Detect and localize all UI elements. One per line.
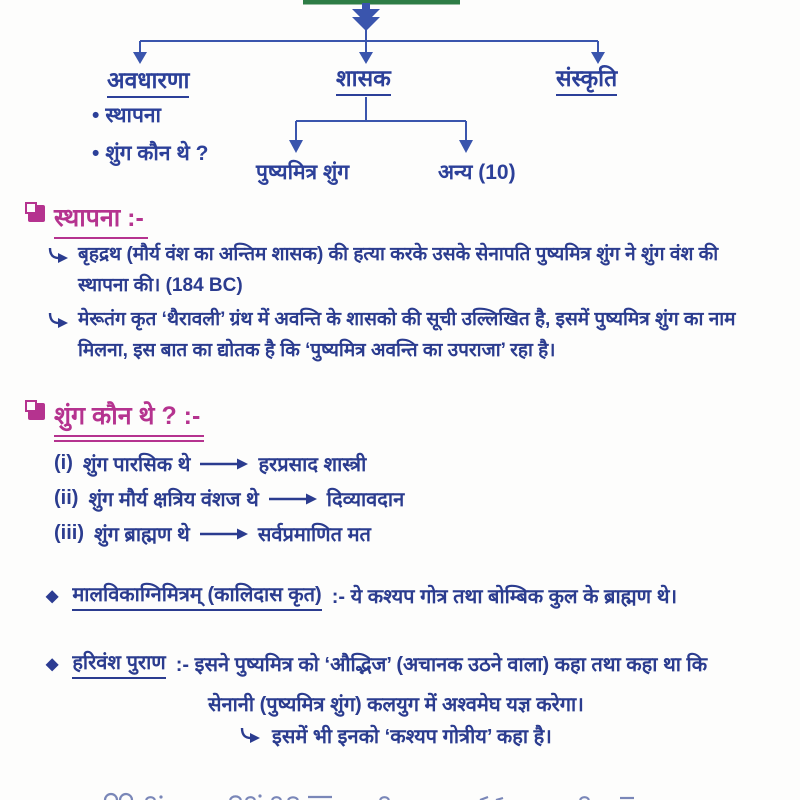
harivansh-line3 — [238, 722, 552, 749]
theory-source: हरप्रसाद शास्त्री — [258, 454, 367, 476]
theory-row — [54, 450, 366, 477]
leaf-pushyamitra: पुष्यमित्र शुंग — [256, 161, 350, 184]
hook-arrow-icon — [46, 247, 70, 264]
theory-row — [54, 520, 371, 547]
long-arrow-icon — [269, 493, 317, 505]
theory-row — [54, 485, 404, 512]
root-arrow-icon — [352, 3, 380, 31]
harivansh-title: हरिवंश पुराण — [72, 648, 165, 679]
theory-claim: शुंग पारसिक थे — [82, 454, 191, 476]
avdharna-subitem-label: शुंग कौन थे ? — [105, 142, 209, 165]
bullet-icon: • — [92, 104, 100, 127]
avdharna-subitem — [92, 101, 161, 129]
bullet-icon: • — [92, 142, 100, 165]
section-sthapna-header — [28, 200, 148, 239]
clipped-line-fragment — [60, 786, 760, 800]
sthapna-point-text: बृहद्रथ (मौर्य वंश का अन्तिम शासक) की हत्या करके उसके सेनापति पुष्यमित्र शुंग ने शुंग वंश की स्थापना की। (184 BC) — [78, 244, 719, 296]
avdharna-subitem-label: स्थापना — [105, 104, 161, 127]
harivansh-line1 — [46, 648, 707, 679]
cube-bullet-icon — [28, 205, 45, 222]
harivansh-line2: सेनानी (पुष्यमित्र शुंग) कलयुग में अश्वमेघ यज्ञ करेगा। — [208, 694, 584, 716]
hook-arrow-icon — [238, 727, 262, 744]
cube-bullet-icon — [28, 403, 45, 420]
branch-avdharna: अवधारणा — [107, 63, 189, 98]
root-box-edge — [303, 0, 460, 5]
section-sthapna-title: स्थापना :- — [54, 200, 148, 239]
long-arrow-icon — [200, 458, 248, 470]
malvika-title: मालविकाग्निमित्रम् (कालिदास कृत) — [72, 580, 321, 611]
leaf-anya: अन्य (10) — [438, 161, 516, 184]
section-kaun-header — [28, 398, 204, 442]
avdharna-subitem — [92, 139, 208, 167]
clipped-glyph-tops — [60, 786, 760, 800]
sthapna-point-text: मेरूतंग कृत ‘थैरावली’ ग्रंथ में अवन्ति के शासको की सूची उल्लिखित है, इसमें पुष्यमित्र शुंग का नाम मिलना, इस बात का द्योतक है कि ‘पुष्यमित्र अवन्ति का उपराजा’ रहा है। — [78, 309, 736, 361]
branch-shasak: शासक — [336, 61, 391, 96]
long-arrow-icon — [200, 528, 248, 540]
theory-source: सर्वप्रमाणित मत — [257, 524, 371, 546]
theory-number: (ii) — [54, 487, 79, 509]
diamond-bullet-icon: ◆ — [46, 587, 59, 605]
malvika-line — [46, 580, 677, 611]
theory-number: (i) — [54, 452, 73, 474]
malvika-text: :- ये कश्यप गोत्र तथा बोम्बिक कुल के ब्राह्मण थे। — [331, 586, 678, 608]
branch-sanskriti: संस्कृति — [556, 61, 617, 96]
harivansh-text1: :- इसने पुष्यमित्र को ‘औद्भिज’ (अचानक उठने वाला) कहा तथा कहा था कि — [175, 654, 708, 676]
theory-source: दिव्यावदान — [326, 489, 405, 511]
harivansh-text3: इसमें भी इनको ‘कश्यप गोत्रीय’ कहा है। — [272, 726, 552, 748]
diamond-bullet-icon: ◆ — [46, 655, 59, 673]
hook-arrow-icon — [46, 312, 70, 329]
section-kaun-title: शुंग कौन थे ? :- — [54, 398, 204, 442]
sthapna-point — [46, 304, 760, 366]
theory-number: (iii) — [54, 522, 84, 544]
theory-claim: शुंग मौर्य क्षत्रिय वंशज थे — [88, 489, 259, 511]
sthapna-point — [46, 239, 760, 301]
theory-claim: शुंग ब्राह्मण थे — [94, 524, 190, 546]
